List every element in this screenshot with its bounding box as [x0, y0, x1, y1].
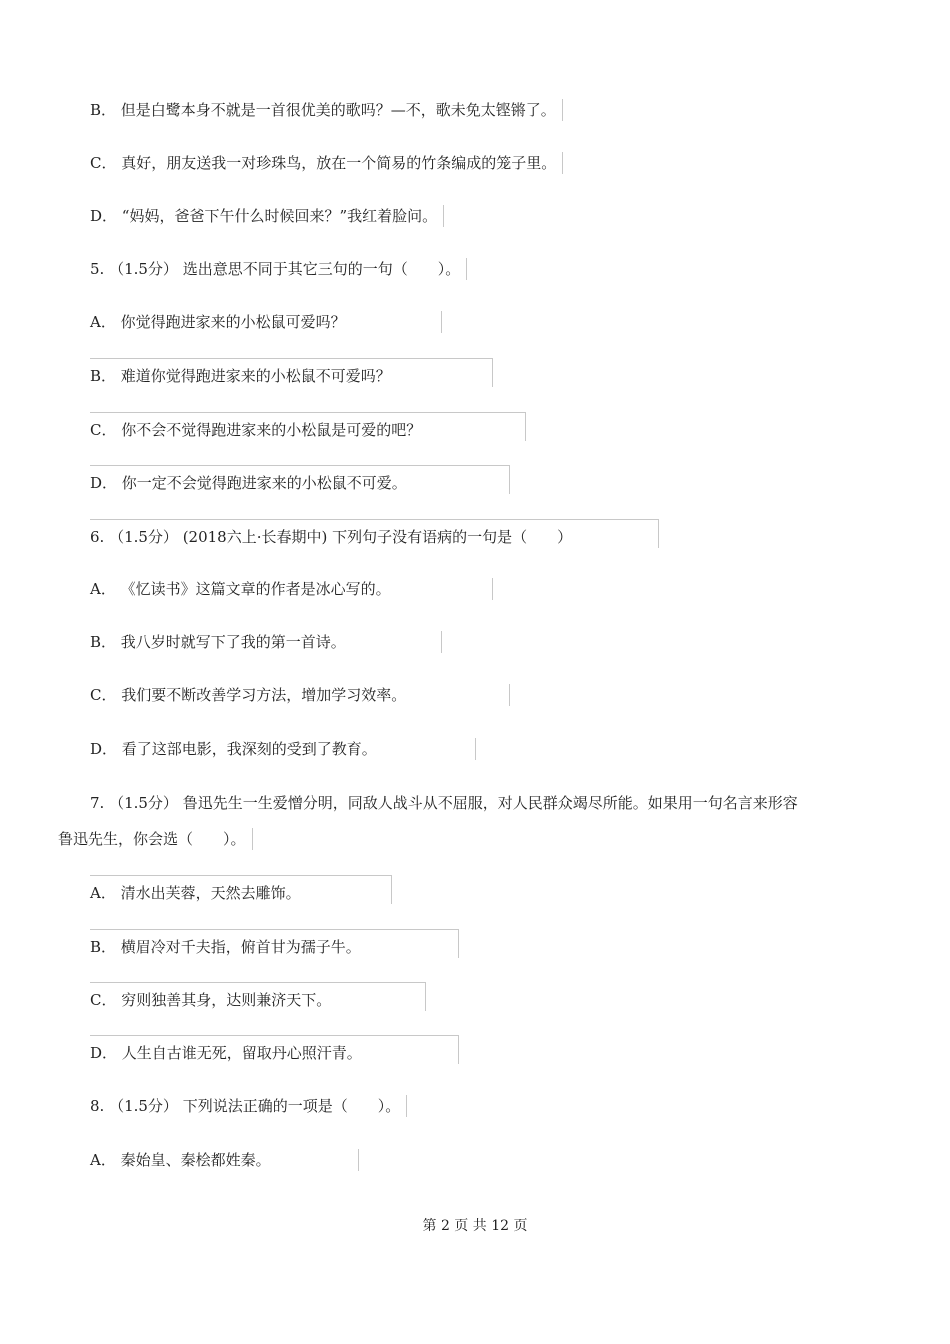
option-b-text: B． 但是白鹭本身不就是一首很优美的歌吗？—不，歌未免太铿锵了。 — [90, 99, 563, 121]
question-7-stem-line1: 7. （1.5分） 鲁迅先生一生爱憎分明，同敌人战斗从不屈服，对人民群众竭尽所能。如果用一句名言来形容 — [90, 794, 798, 812]
option-c-text: C． 真好，朋友送我一对珍珠鸟，放在一个简易的竹条编成的笼子里。 — [90, 152, 563, 174]
option-d-text: D． “妈妈，爸爸下午什么时候回来？”我红着脸问。 — [90, 205, 444, 227]
question-5-stem: 5. （1.5分） 选出意思不同于其它三句的一句（ ）。 — [90, 258, 467, 280]
question-7-option-c: C． 穷则独善其身，达则兼济天下。 — [90, 982, 426, 1011]
question-6-option-d: D． 看了这部电影，我深刻的受到了教育。 — [90, 738, 476, 760]
question-8-option-a: A． 秦始皇、秦桧都姓秦。 — [90, 1149, 359, 1171]
question-7-option-b: B． 横眉冷对千夫指，俯首甘为孺子牛。 — [90, 929, 459, 958]
question-6-option-c: C． 我们要不断改善学习方法，增加学习效率。 — [90, 684, 510, 706]
question-5-option-b: B． 难道你觉得跑进家来的小松鼠不可爱吗？ — [90, 358, 493, 387]
question-5-option-c: C． 你不会不觉得跑进家来的小松鼠是可爱的吧？ — [90, 412, 526, 441]
question-5-option-d: D． 你一定不会觉得跑进家来的小松鼠不可爱。 — [90, 465, 510, 494]
question-7-stem-line2: 鲁迅先生，你会选（ ）。 — [58, 828, 253, 850]
question-8-stem: 8. （1.5分） 下列说法正确的一项是（ ）。 — [90, 1095, 407, 1117]
question-6-option-a: A． 《忆读书》这篇文章的作者是冰心写的。 — [90, 578, 493, 600]
question-6-option-b: B． 我八岁时就写下了我的第一首诗。 — [90, 631, 442, 653]
question-7-option-d: D． 人生自古谁无死，留取丹心照汗青。 — [90, 1035, 459, 1064]
page-footer: 第 2 页 共 12 页 — [422, 1218, 528, 1234]
question-7-option-a: A． 清水出芙蓉，天然去雕饰。 — [90, 875, 392, 904]
question-6-stem: 6. （1.5分） (2018六上·长春期中) 下列句子没有语病的一句是（ ） — [90, 519, 659, 548]
question-5-option-a: A． 你觉得跑进家来的小松鼠可爱吗？ — [90, 311, 442, 333]
